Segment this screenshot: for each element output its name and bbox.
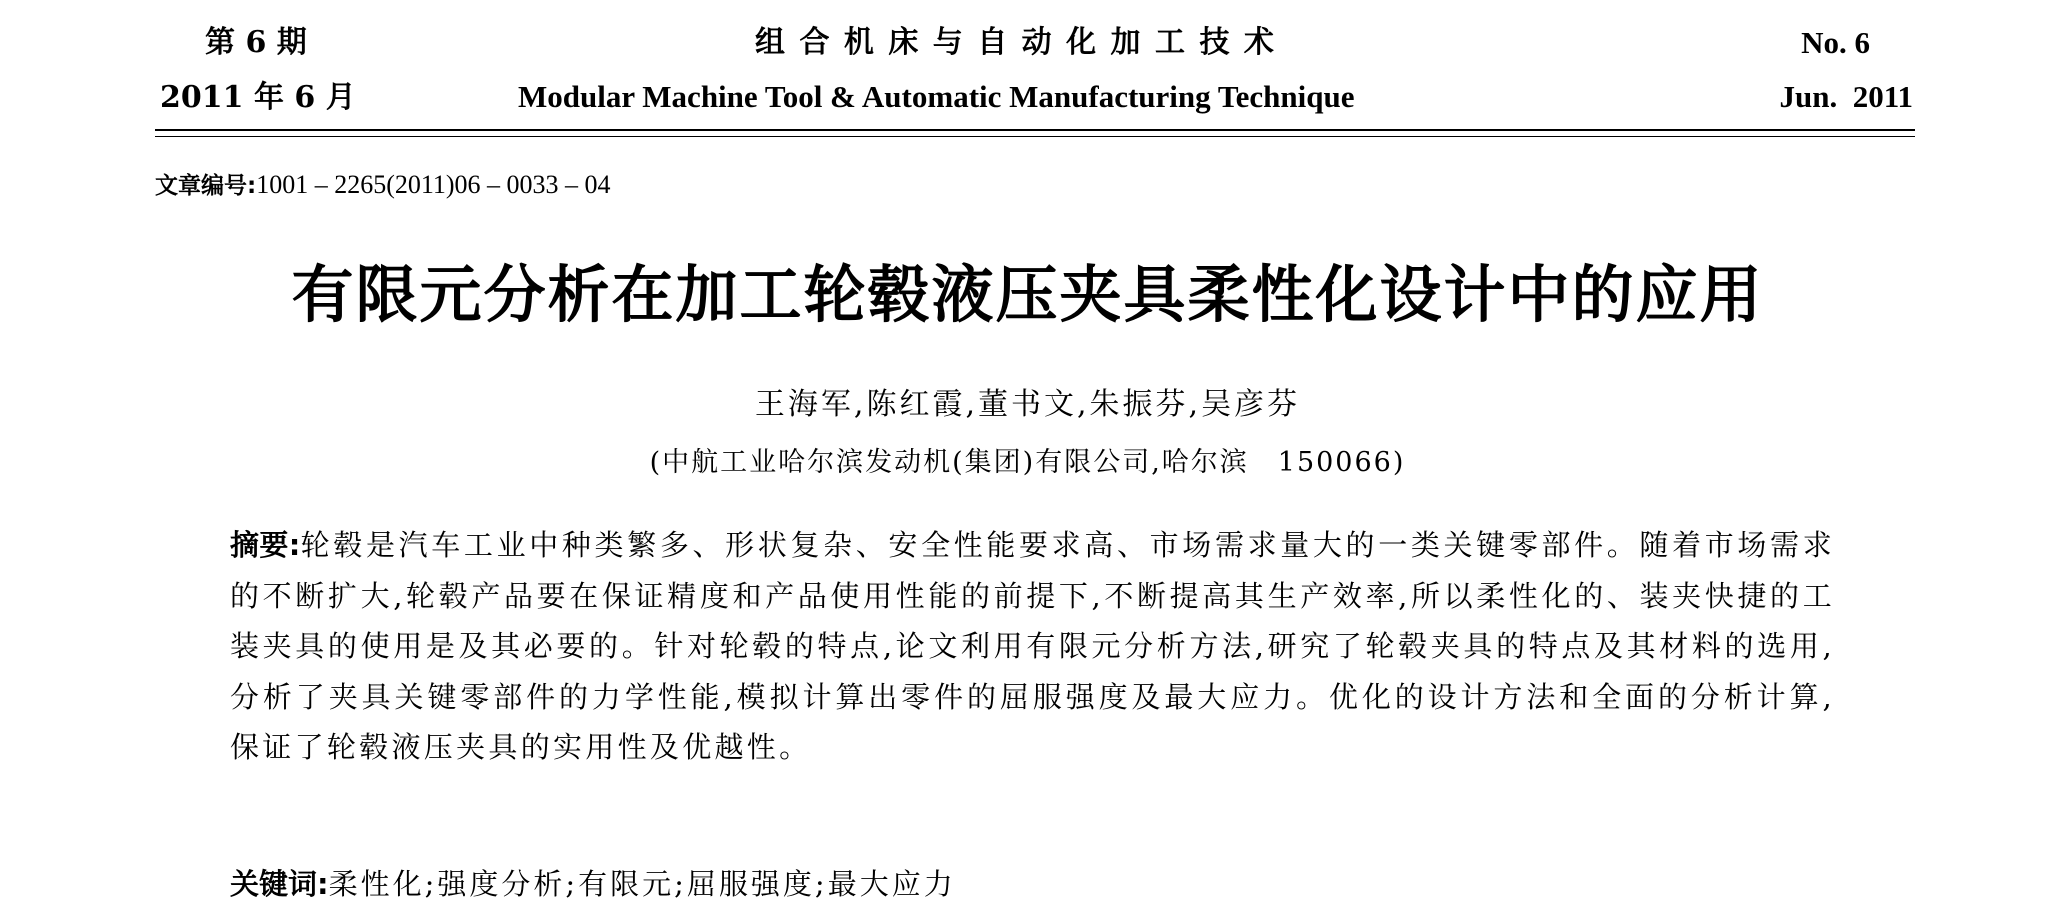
- paper-title: 有限元分析在加工轮毂液压夹具柔性化设计中的应用: [291, 258, 1764, 331]
- affiliation: (中航工业哈尔滨发动机(集团)有限公司,哈尔滨 150066): [649, 447, 1406, 478]
- journal-title-cn: 组 合 机 床 与 自 动 化 加 工 技 术: [755, 25, 1276, 60]
- authors: 王海军,陈红霞,董书文,朱振芬,吴彦芬: [754, 387, 1301, 422]
- header-rule-thin: [155, 136, 1915, 137]
- publication-date-cn: 2011 年 6 月: [160, 80, 356, 115]
- article-number-label: 文章编号:: [155, 173, 257, 199]
- issue-number-cn: 第 6 期: [205, 25, 307, 60]
- abstract-text: 轮毂是汽车工业中种类繁多、形状复杂、安全性能要求高、市场需求量大的一类关键零部件。随着市场需求的不断扩大,轮毂产品要在保证精度和产品使用性能的前提下,不断提高其生产效率,所以柔性化的、装夹快捷的工装夹具的使用是及其必要的。针对轮毂的特点,论文利用有限元分析方法,研究了轮毂夹具的特点及其材料的选用,分析了夹具关键零部件的力学性能,模拟计算出零件的屈服强度及最大应力。优化的设计方法和全面的分析计算,保证了轮毂液压夹具的实用性及优越性。: [230, 528, 1835, 764]
- keywords-label: 关键词:: [230, 867, 329, 901]
- journal-title-en: Modular Machine Tool & Automatic Manufacturing Technique: [518, 79, 1355, 114]
- article-number-value: 1001 – 2265(2011)06 – 0033 – 04: [256, 170, 611, 199]
- keywords: [230, 862, 956, 906]
- publication-date-en: Jun. 2011: [1779, 79, 1913, 114]
- article-number: [155, 170, 611, 201]
- keywords-text: 柔性化;强度分析;有限元;屈服强度;最大应力: [328, 867, 956, 901]
- header-rule-thick: [155, 129, 1915, 131]
- issue-number-en: No. 6: [1801, 25, 1870, 60]
- abstract-label: 摘要:: [230, 528, 301, 562]
- abstract: [230, 520, 1835, 773]
